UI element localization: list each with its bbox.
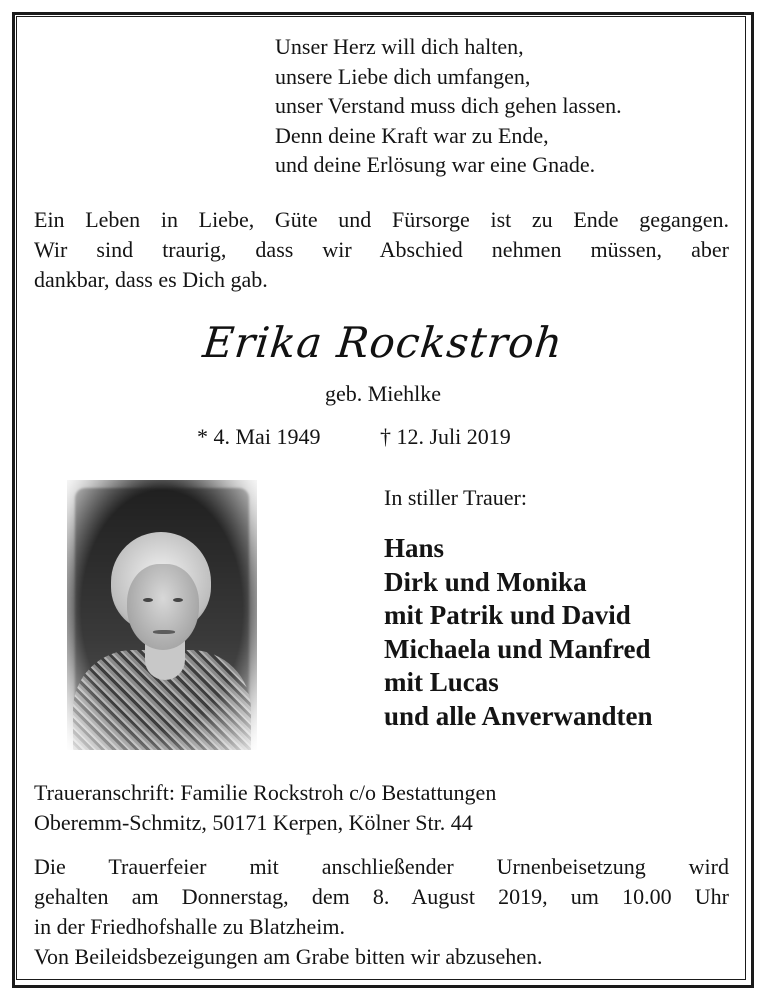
intro-line: Wir sind traurig, dass wir Abschied nehmen müssen, aber xyxy=(34,237,729,262)
address-line: Traueranschrift: Familie Rockstroh c/o Bestattungen xyxy=(34,780,497,805)
intro-text xyxy=(34,205,729,295)
mourning-address xyxy=(34,778,496,838)
service-line: Von Beileidsbezeigungen am Grabe bitten wir abzusehen. xyxy=(34,944,543,969)
mourner-name: Dirk und Monika xyxy=(384,566,587,597)
mourner-name: Hans xyxy=(384,533,445,563)
poem-line: unsere Liebe dich umfangen, xyxy=(275,63,531,89)
poem-line: und deine Erlösung war eine Gnade. xyxy=(275,152,596,177)
mourner-name: mit Patrik und David xyxy=(384,600,631,630)
poem-line: unser Verstand muss dich gehen lassen. xyxy=(275,93,622,118)
intro-line: dankbar, dass es Dich gab. xyxy=(34,267,268,292)
service-line: in der Friedhofshalle zu Blatzheim. xyxy=(34,914,345,939)
mourner-name: mit Lucas xyxy=(384,667,499,697)
mourner-name: und alle Anverwandten xyxy=(384,700,653,731)
mourner-name: Michaela und Manfred xyxy=(384,633,651,664)
deceased-name: Erika Rockstroh xyxy=(200,318,566,367)
intro-line: Ein Leben in Liebe, Güte und Fürsorge ist zu Ende gegangen. xyxy=(34,207,729,232)
service-line: gehalten am Donnerstag, dem 8. August 2019, um 10.00 Uhr xyxy=(34,884,729,909)
service-line: Die Trauerfeier mit anschließender Urnenbeisetzung wird xyxy=(34,854,729,879)
death-date: † 12. Juli 2019 xyxy=(380,424,511,449)
portrait-photo xyxy=(67,480,257,750)
service-info xyxy=(34,852,729,972)
birth-date: * 4. Mai 1949 xyxy=(197,424,321,449)
mourning-label: In stiller Trauer: xyxy=(384,485,527,510)
birth-name: geb. Miehlke xyxy=(324,381,442,406)
address-line: Oberemm-Schmitz, 50171 Kerpen, Kölner Str. 44 xyxy=(34,810,473,835)
mourners-list xyxy=(384,532,653,733)
poem-line: Denn deine Kraft war zu Ende, xyxy=(275,122,549,148)
poem xyxy=(275,32,622,180)
poem-line: Unser Herz will dich halten, xyxy=(275,34,524,59)
